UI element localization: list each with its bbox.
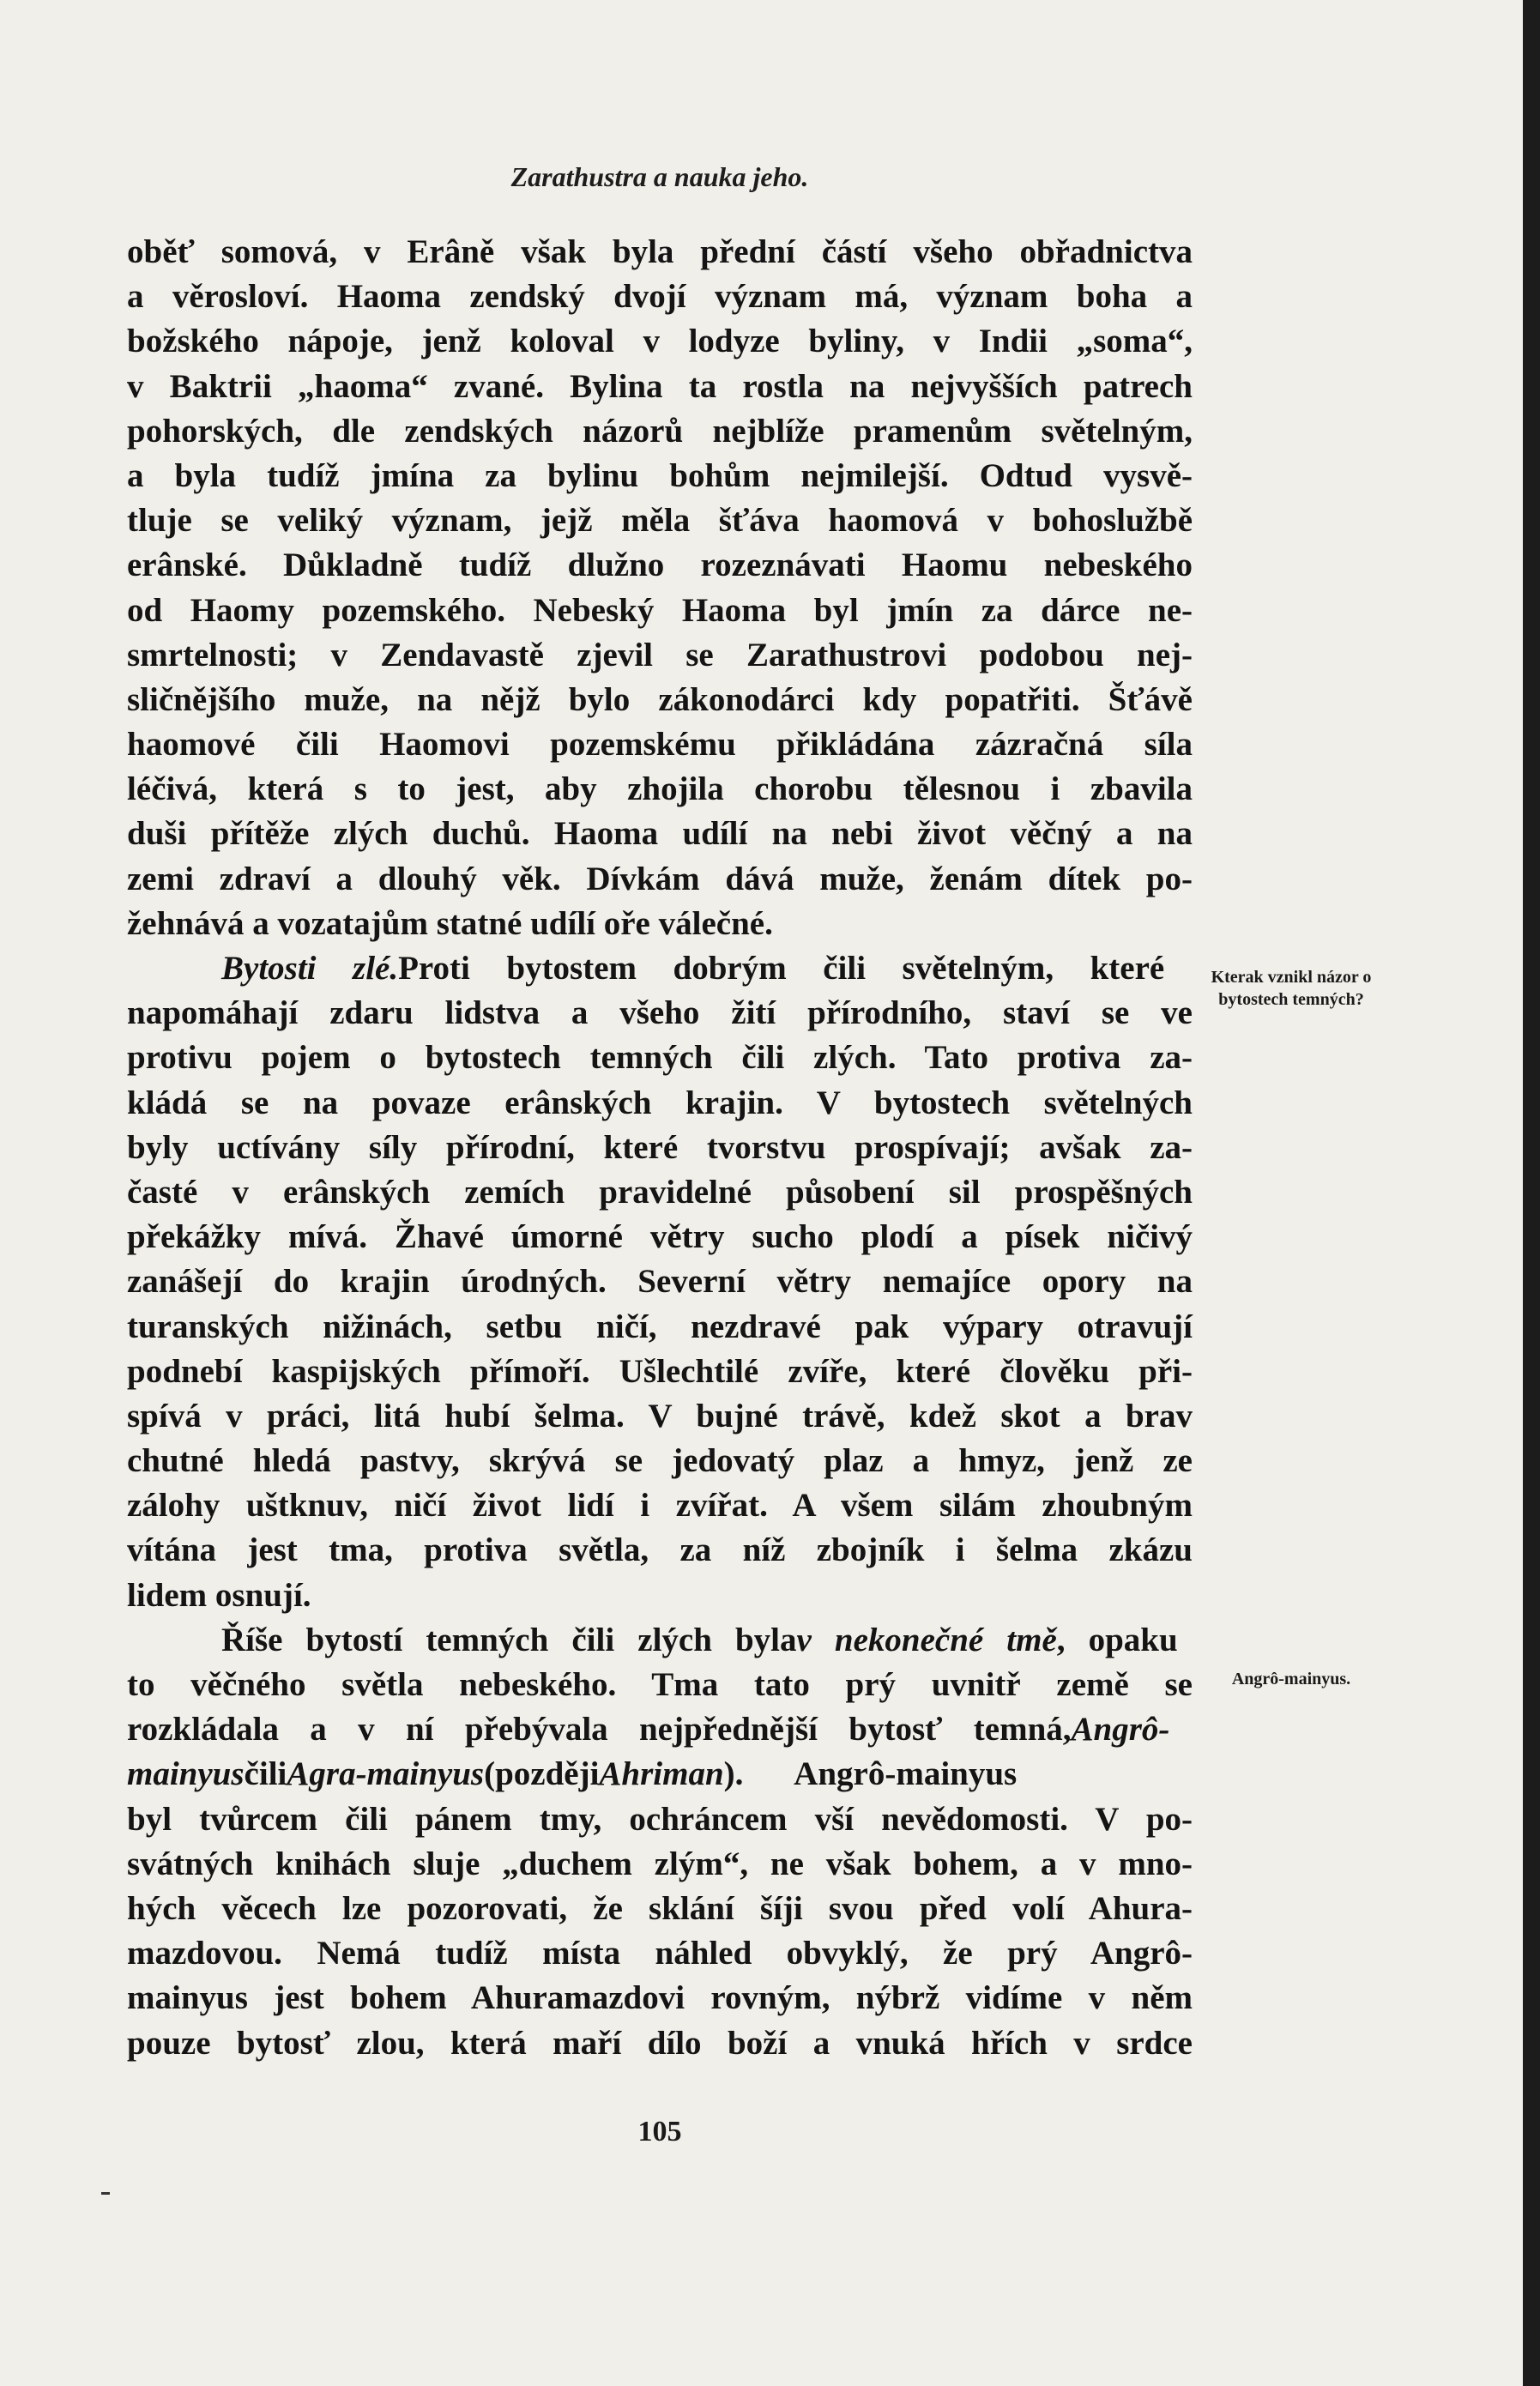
- line-text: zemi zdraví a dlouhý věk. Dívkám dává muže, ženám dítek po-: [127, 860, 1193, 897]
- text-line: [127, 2021, 1193, 2066]
- text-line: [127, 1797, 1193, 1842]
- text-line: [127, 812, 1193, 856]
- text-line: [127, 589, 1193, 633]
- line-text: zanášejí do krajin úrodných. Severní větry nemajíce opory na: [127, 1263, 1193, 1301]
- italic-name: Angrô-: [1071, 1711, 1170, 1749]
- page-number: 105: [637, 2116, 682, 2147]
- line-text-mid: čili: [244, 1755, 287, 1793]
- line-text: lidem osnují.: [127, 1576, 311, 1614]
- running-header: Zarathustra a nauka jeho.: [510, 161, 809, 192]
- line-text: božského nápoje, jenž koloval v lodyze byliny, v Indii „soma“,: [127, 323, 1193, 360]
- line-text: erânské. Důkladně tudíž dlužno rozeznávati Haomu nebeského: [127, 547, 1193, 584]
- text-line: [127, 1528, 1193, 1573]
- line-text: svátných knihách sluje „duchem zlým“, ne však bohem, a v mno-: [127, 1845, 1193, 1882]
- line-text: chutné hledá pastvy, skrývá se jedovatý plaz a hmyz, jenž ze: [127, 1442, 1193, 1480]
- italic-name: Ahriman: [599, 1755, 724, 1793]
- line-text: turanských nižinách, setbu ničí, nezdravé pak výpary otravují: [127, 1308, 1193, 1345]
- line-text: vítána jest tma, protiva světla, za níž zbojník i šelma zkázu: [127, 1531, 1193, 1569]
- text-line: [127, 1305, 1193, 1350]
- text-line: [127, 1036, 1193, 1080]
- margin-note-angro-mainyus: Angrô-mainyus.: [1231, 1670, 1351, 1688]
- text-line: [127, 902, 1193, 946]
- text-line: [127, 1126, 1193, 1170]
- line-text: [221, 1618, 1178, 1663]
- line-text-mid: (později: [484, 1755, 600, 1793]
- text-line: [127, 1215, 1193, 1259]
- line-text-rest: Proti bytostem dobrým čili světelným, které: [398, 950, 1165, 987]
- line-text: v Baktrii „haoma“ zvané. Bylina ta rostla na nejvyšších patrech: [127, 367, 1193, 405]
- line-text: tluje se veliký význam, jejž měla šťáva haomová v bohoslužbě: [127, 502, 1193, 540]
- line-text: [127, 1707, 1169, 1752]
- italic-phrase: v nekonečné tmě: [796, 1621, 1057, 1658]
- line-text-pre: rozkládala a v ní přebývala nejpřednější bytosť temná,: [127, 1711, 1072, 1749]
- line-text: pohorských, dle zendských názorů nejblíže pramenům světelným,: [127, 412, 1193, 450]
- text-line: [127, 678, 1193, 722]
- line-text: napomáhají zdaru lidstva a všeho žití přírodního, staví se ve: [127, 994, 1193, 1032]
- body-text: [127, 230, 1193, 2066]
- text-line: [127, 454, 1193, 498]
- line-text: mainyus jest bohem Ahuramazdovi rovným, nýbrž vidíme v něm: [127, 1979, 1193, 2017]
- text-line: [127, 633, 1193, 678]
- line-text-post: ). Angrô-mainyus: [723, 1755, 1018, 1793]
- text-line: [127, 722, 1193, 767]
- line-text: od Haomy pozemského. Nebeský Haoma byl jmín za dárce ne-: [127, 591, 1193, 629]
- text-line: [127, 767, 1193, 812]
- text-line: [127, 1483, 1193, 1528]
- text-line: [127, 857, 1193, 902]
- text-line: [127, 1887, 1193, 1931]
- line-text: mazdovou. Nemá tudíž místa náhled obvyklý, že prý Angrô-: [127, 1935, 1193, 1972]
- line-text: byly uctívány síly přírodní, které tvorstvu prospívají; avšak za-: [127, 1128, 1193, 1166]
- text-line: [127, 230, 1193, 275]
- line-text: léčivá, která s to jest, aby zhojila chorobu tělesnou i zbavila: [127, 770, 1193, 808]
- line-text: kládá se na povaze erânských krajin. V bytostech světelných: [127, 1084, 1193, 1121]
- line-text: časté v erânských zemích pravidelné působení sil prospěšných: [127, 1173, 1193, 1211]
- line-text: haomové čili Haomovi pozemskému přikládána zázračná síla: [127, 726, 1193, 764]
- line-text: překážky mívá. Žhavé úmorné větry sucho plodí a písek ničivý: [127, 1218, 1193, 1256]
- line-text: a byla tudíž jmína za bylinu bohům nejmilejší. Odtud vysvě-: [127, 456, 1193, 494]
- line-text: byl tvůrcem čili pánem tmy, ochráncem vší nevědomosti. V po-: [127, 1800, 1193, 1838]
- section-heading-bytosti-zle: Bytosti zlé.: [221, 950, 399, 987]
- line-text: smrtelnosti; v Zendavastě zjevil se Zarathustrovi podobou nej-: [127, 636, 1193, 674]
- text-line: [127, 1752, 1193, 1797]
- line-text: protivu pojem o bytostech temných čili zlých. Tato protiva za-: [127, 1039, 1193, 1077]
- line-text: sličnějšího muže, na nějž bylo zákonodárci kdy popatřiti. Šťávě: [127, 680, 1193, 718]
- line-text: podnebí kaspijských přímoří. Ušlechtilé zvíře, které člověku při-: [127, 1352, 1193, 1390]
- text-line: [127, 498, 1193, 543]
- text-line: [127, 1439, 1193, 1483]
- text-line: [127, 1707, 1193, 1752]
- stray-mark: [101, 2192, 110, 2195]
- line-text: spívá v práci, litá hubí šelma. V bujné trávě, kdež skot a brav: [127, 1397, 1193, 1435]
- text-line: [127, 1663, 1193, 1707]
- text-line: [127, 991, 1193, 1036]
- line-text: žehnává a vozatajům statné udílí oře válečné.: [127, 904, 773, 942]
- margin-note-bytosti-temne: Kterak vznikl názor o bytostech temných?: [1211, 968, 1372, 1009]
- line-text: duši přítěže zlých duchů. Haoma udílí na nebi život věčný a na: [127, 815, 1193, 853]
- text-line-section-heading: [127, 946, 1193, 991]
- line-text-post: , opaku: [1056, 1621, 1178, 1658]
- text-line: [127, 1394, 1193, 1439]
- text-line: [127, 275, 1193, 319]
- line-text: hých věcech lze pozorovati, že sklání šíji svou před volí Ahura-: [127, 1889, 1193, 1927]
- text-line: [127, 1976, 1193, 2021]
- italic-name: Agra-mainyus: [287, 1755, 485, 1793]
- line-text: [127, 1752, 1017, 1797]
- line-text: oběť somová, v Erâně však byla přední částí všeho obřadnictva: [127, 233, 1193, 270]
- line-text: a věrosloví. Haoma zendský dvojí význam má, význam boha a: [127, 278, 1193, 316]
- text-line: [127, 319, 1193, 364]
- text-line: [127, 409, 1193, 454]
- line-text-pre: Říše bytostí temných čili zlých byla: [221, 1621, 797, 1658]
- line-text: pouze bytosť zlou, která maří dílo boží a vnuká hřích v srdce: [127, 2024, 1193, 2062]
- text-line: [127, 365, 1193, 409]
- text-line: [127, 1618, 1193, 1663]
- line-text: zálohy uštknuv, ničí život lidí i zvířat. A všem silám zhoubným: [127, 1487, 1193, 1525]
- text-line: [127, 1842, 1193, 1887]
- text-line: [127, 543, 1193, 588]
- scan-edge: [1523, 0, 1540, 2386]
- line-text: [221, 946, 1164, 991]
- text-line: [127, 1081, 1193, 1126]
- italic-name: mainyus: [127, 1755, 245, 1793]
- text-line: [127, 1259, 1193, 1304]
- text-line: [127, 1170, 1193, 1215]
- text-line: [127, 1574, 1193, 1618]
- text-line: [127, 1350, 1193, 1394]
- text-line: [127, 1931, 1193, 1976]
- line-text: to věčného světla nebeského. Tma tato prý uvnitř země se: [127, 1666, 1193, 1703]
